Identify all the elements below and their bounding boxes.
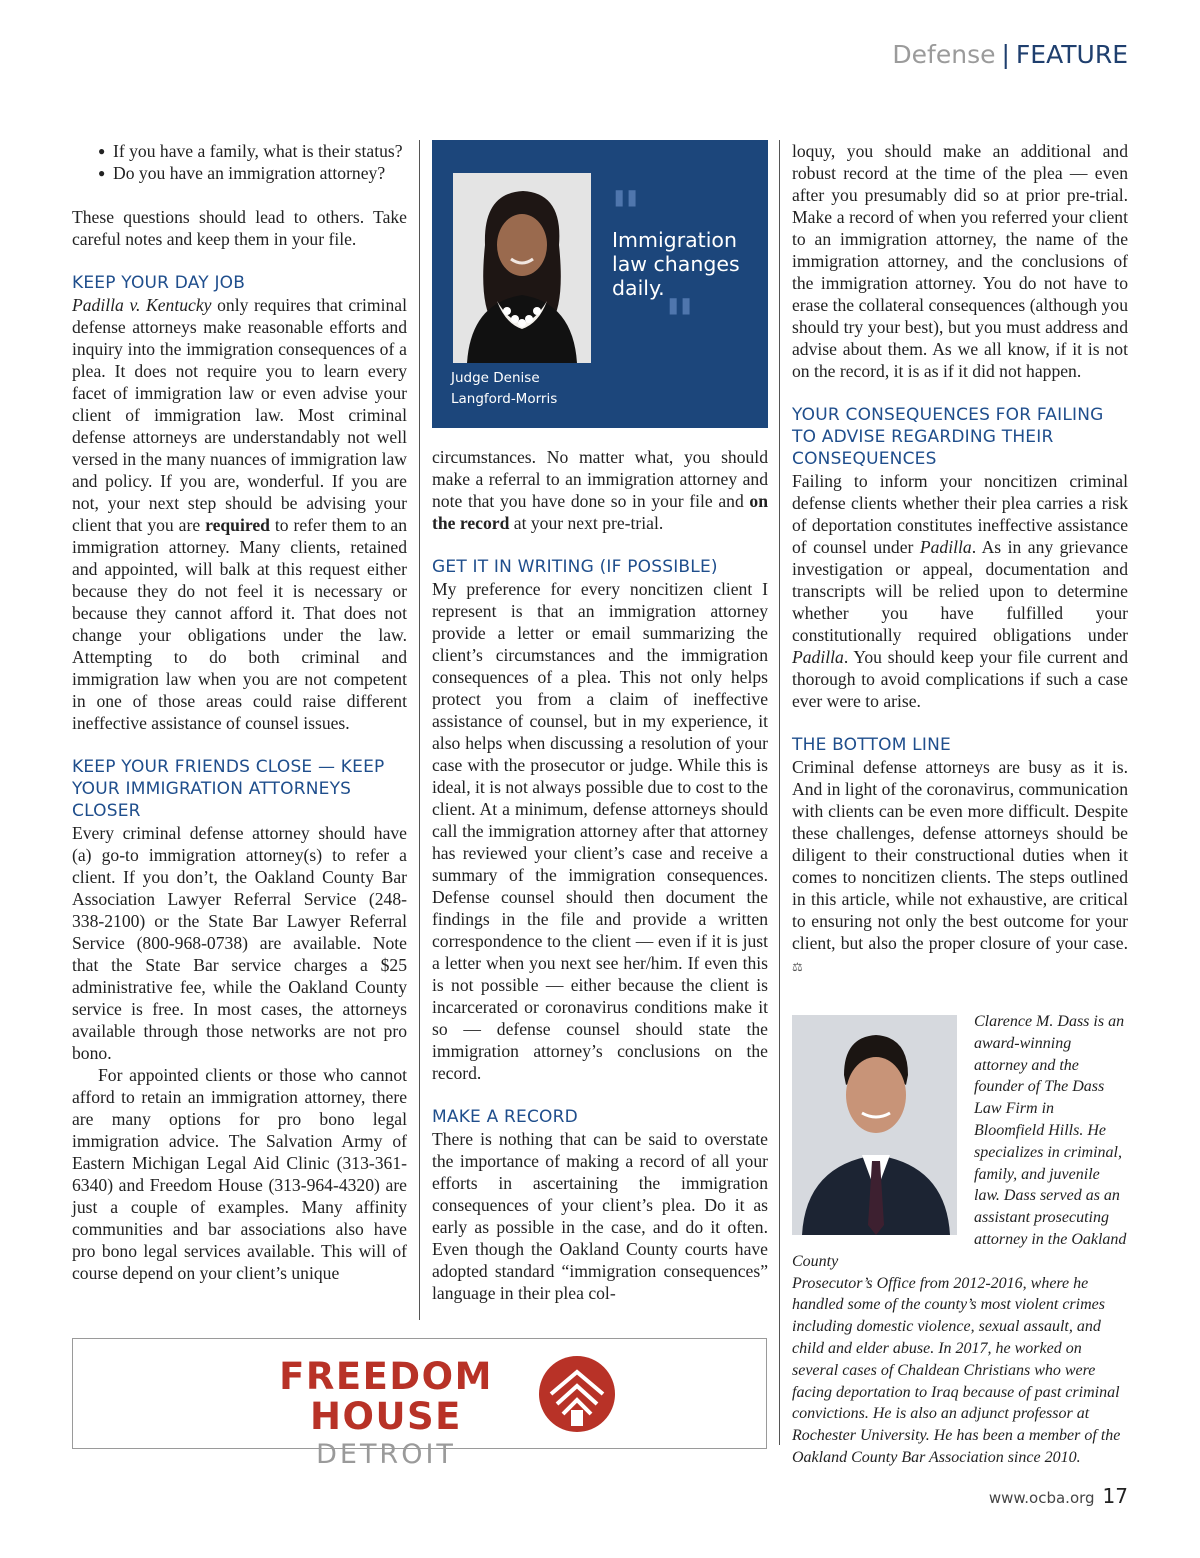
on-the-record-emphasis: on the record — [432, 491, 768, 533]
heading-keep-your-friends-close: KEEP YOUR FRIENDS CLOSE — KEEP YOUR IMMIGRATION ATTORNEYS CLOSER — [72, 757, 385, 821]
running-head-separator: | — [1001, 40, 1010, 69]
heading-get-it-in-writing: GET IT IN WRITING (IF POSSIBLE) — [432, 557, 718, 577]
circumstances-text-b: at your next pre-trial. — [509, 513, 664, 533]
heading-keep-your-day-job: KEEP YOUR DAY JOB — [72, 273, 246, 293]
article-column-2 — [432, 446, 768, 1304]
bio-text-top: Clarence M. Dass is an award-winning attorney and the founder of The Dass Law Firm in Bloomfield Hills. He specializes in criminal, family, and juvenile law. Dass served as an assistant prosecuting attorney in the Oakland County — [792, 1013, 1127, 1270]
open-quote-mark-icon: " — [610, 179, 642, 249]
bullet-immigration-attorney: ● Do you have an immigration attorney? — [98, 162, 407, 184]
heading-your-consequences: YOUR CONSEQUENCES FOR FAILING TO ADVISE REGARDING THEIR CONSEQUENCES — [792, 405, 1104, 469]
question-bullet-list — [72, 140, 407, 184]
article-column-3 — [792, 140, 1128, 978]
judge-portrait-illustration — [453, 173, 591, 363]
column-divider-left — [419, 140, 420, 1320]
end-mark-icon: ⚖ — [792, 960, 803, 974]
required-emphasis: required — [205, 515, 270, 535]
bottom-line-paragraph — [792, 756, 1128, 978]
day-job-paragraph — [72, 294, 407, 734]
bio-text-rest: Prosecutor’s Office from 2012-2016, where he handled some of the county’s most violent crimes including domestic violence, sexual assault, and child and elder abuse. In 2017, he worked on several cases of Chaldean Christians who were facing deportation to Iraq because of past criminal convictions. He is also an adjunct professor at Rochester University. He has been a member of the Oakland County Bar Association since 2010. — [792, 1274, 1121, 1466]
case-name-padilla: Padilla v. Kentucky — [72, 295, 212, 315]
footer-url: www.ocba.org — [988, 1489, 1095, 1507]
article-column-1 — [72, 140, 407, 1284]
running-head — [892, 40, 1128, 69]
day-job-text-a: only requires that criminal defense attorneys make reasonable efforts and inquiry into the immigration consequences of a plea. It does not require you to learn every facet of immigration law or even advise your client of immigration law. Most criminal defense attorneys are understandably not well versed in the many nuances of immigration law and policy. If you are, wonderful. If you are not, your next step should be advising your client that you are — [72, 295, 407, 535]
close-quote-mark-icon: " — [664, 287, 696, 357]
pull-quote-text: Immigration law changes daily. — [612, 228, 740, 300]
bottom-line-text: Criminal defense attorneys are busy as it is. And in light of the coronavirus, communication with clients can be even more difficult. Despite these challenges, defense attorneys should be diligent to their constructional duties when it comes to noncitizen clients. The steps outlined in this article, while not exhaustive, are critical to ensuring not only the best outcome for your client, but also the proper closure of your case. — [792, 757, 1128, 953]
writing-paragraph: My preference for every noncitizen client I represent is that an immigration attorney provide a letter or email summarizing the client’s circumstances and the immigration consequences of a plea. This not only helps protect you from a claim of ineffective assistance of counsel, but in my experience, it also helps when discussing a resolution of your case with the prosecutor or judge. While this is ideal, it is not always possible due to cost to the client. At a minimum, defense attorneys should call the immigration attorney after that attorney has reviewed your client’s case and receive a summary of the immigration consequences. Defense counsel should then document the findings in the file and provide a written correspondence to the client — even if it is just a letter when you next see her/him. If even this is not possible — either because the client is incarcerated or coronavirus conditions make it so — defense counsel should state the immigration attorney’s conclusions on the record. — [432, 579, 768, 1083]
ad-brand-line-1: FREEDOM HOUSE — [279, 1355, 493, 1438]
bullet-family-status: ● If you have a family, what is their status? — [98, 140, 407, 162]
record-paragraph: There is nothing that can be said to overstate the importance of making a record of all your efforts in ascertaining the immigration consequences of your client’s plea. Do it as early as possible in the case, and do it often. Even though the Oakland County courts have adopted standard “immigration consequences” language in their plea col- — [432, 1129, 768, 1303]
circumstances-paragraph — [432, 446, 768, 534]
author-portrait-illustration — [792, 1015, 957, 1235]
author-portrait-photo — [792, 1015, 957, 1235]
circumstances-text-a: circumstances. No matter what, you should make a referral to an immigration attorney and note that you have done so in your file and — [432, 447, 768, 511]
author-bio — [792, 1011, 1128, 1469]
consequences-paragraph — [792, 470, 1128, 712]
consequences-text-b: . As in any grievance investigation or appeal, documentation and transcripts will be relied upon to determine whether you have fulfilled your constitutionally required obligations under — [792, 537, 1128, 645]
feature-label: FEATURE — [1015, 40, 1128, 69]
page-footer — [989, 1484, 1128, 1508]
ad-brand-line-2: DETROIT — [316, 1439, 456, 1470]
heading-make-a-record: MAKE A RECORD — [432, 1107, 578, 1127]
case-name-padilla-2: Padilla — [792, 647, 844, 667]
column-divider-right — [779, 140, 780, 1445]
friends-paragraph-1: Every criminal defense attorney should have (a) go-to immigration attorney(s) to refer a client. If you don’t, the Oakland County Bar Association Lawyer Referral Service (248-338-2100) or the State Bar Lawyer Referral Service (800-968-0738) are available. Note that the State Bar service charges a $25 administrative fee, while the Oakland County service is free. In most cases, the attorneys available through those networks are not pro bono. — [72, 823, 407, 1063]
consequences-text-c: . You should keep your file current and thorough to avoid complications if such a case ever were to arise. — [792, 647, 1128, 711]
heading-the-bottom-line: THE BOTTOM LINE — [792, 735, 951, 755]
page-number: 17 — [1102, 1484, 1128, 1508]
consequences-text-a: Failing to inform your noncitizen criminal defense clients whether their plea carries a risk of deportation constitutes ineffective assistance of counsel under — [792, 471, 1128, 557]
judge-portrait-photo — [453, 173, 591, 363]
freedom-house-logo-icon — [537, 1354, 617, 1434]
day-job-text-b: to refer them to an immigration attorney. Many clients, retained and appointed, will balk at this request either because they do not feel it is necessary or because they cannot afford it. That does not change your obligations under the law. Attempting to do both criminal and immigration law when you are not competent in one of those areas could raise different ineffective assistance of counsel issues. — [72, 515, 407, 733]
colloquy-paragraph: loquy, you should make an additional and robust record at the time of the plea — even after you presumably did so at prior pre-trial. Make a record of when you referred your client to an immigration attorney, the name of the immigration attorney, and the conclusions of the immigration attorney. You do not have to erase the collateral consequences (although you should try your best), but you must address and advise about them. As we all know, if it is not on the record, it is as if it did not happen. — [792, 141, 1128, 381]
freedom-house-advertisement[interactable] — [72, 1338, 767, 1470]
friends-paragraph-2: For appointed clients or those who cannot afford to retain an immigration attorney, there are many options for pro bono legal immigration advice. The Salvation Army of Eastern Michigan Legal Aid Clinic (313-361-6340) and Freedom House (313-964-4320) are just a couple of examples. Many affinity communities and bar associations also have pro bono legal services available. This will of course depend on your client’s unique — [72, 1065, 407, 1283]
section-label: Defense — [892, 40, 996, 69]
photo-caption-judge: Judge Denise Langford-Morris — [451, 370, 558, 407]
intro-paragraph: These questions should lead to others. Take careful notes and keep them in your file. — [72, 207, 407, 249]
case-name-padilla-1: Padilla — [919, 537, 972, 557]
ad-wordmark — [251, 1357, 521, 1471]
pull-quote-box — [432, 140, 768, 428]
